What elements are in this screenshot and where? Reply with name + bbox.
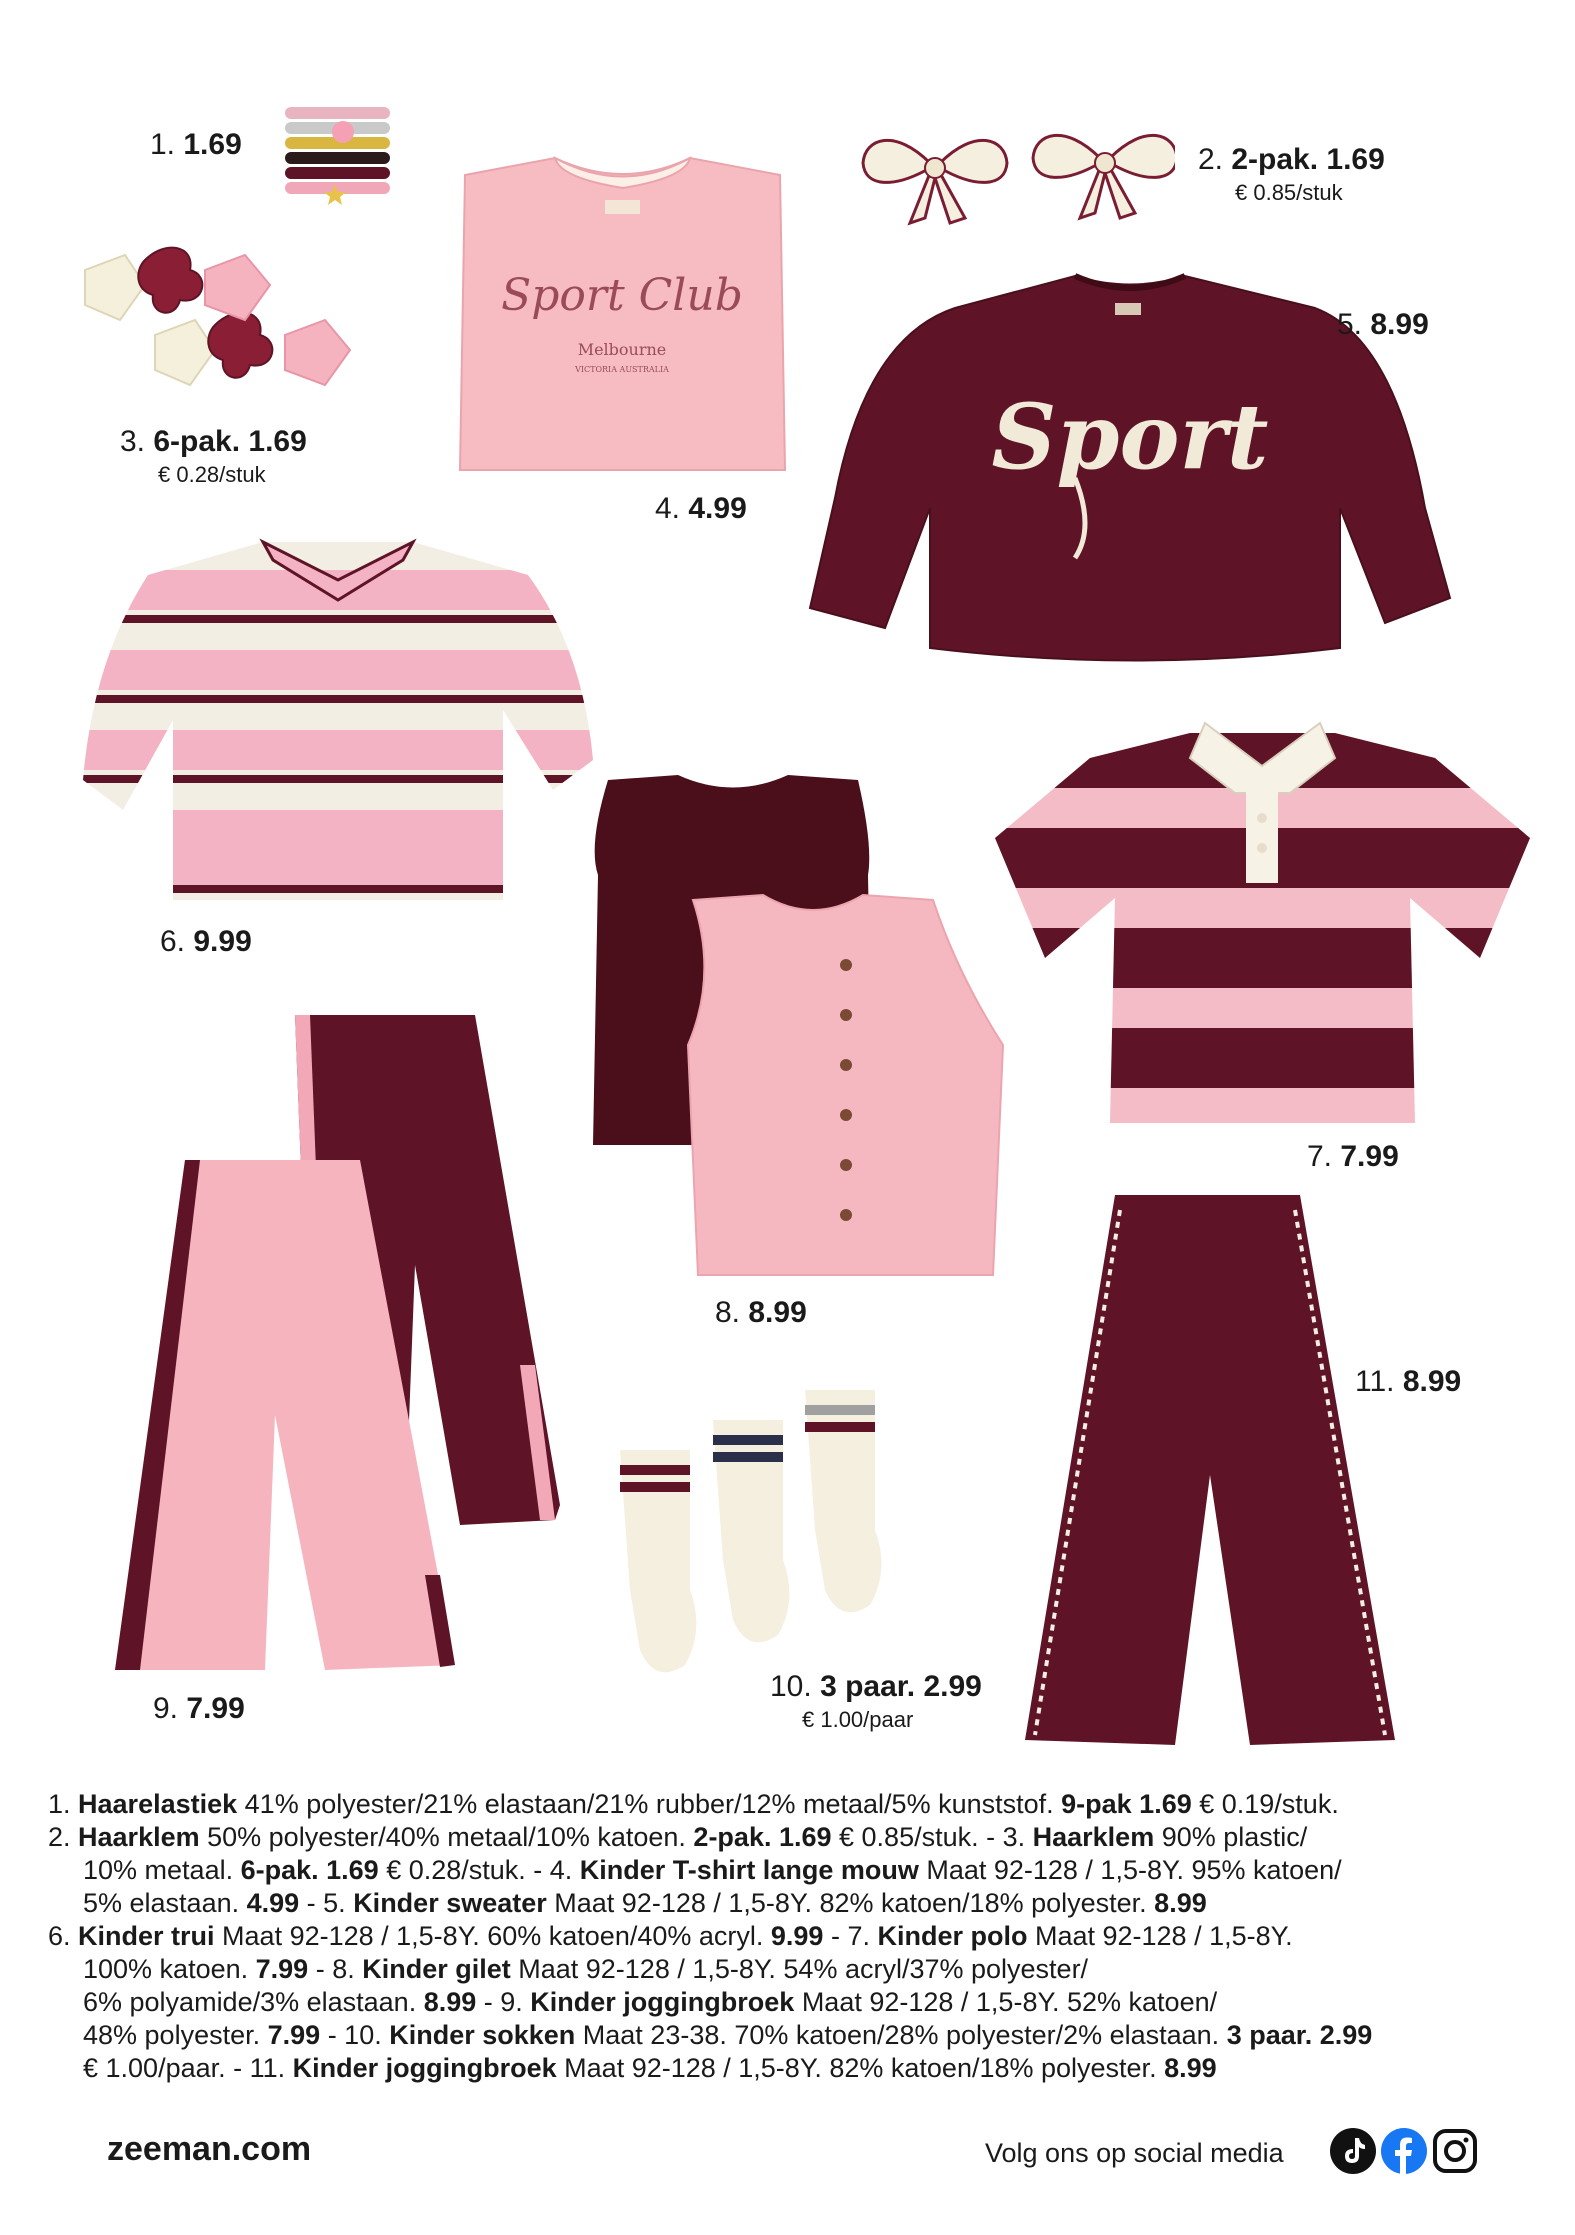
legend-line [48,1854,1548,1887]
sweater-print: Sport [991,384,1269,490]
legend-text: 6% polyamide/3% elastaan. [83,1987,424,2017]
legend-bold-text: 9-pak 1.69 [1061,1789,1192,1819]
legend-text: € 1.00/paar. - 11. [83,2053,293,2083]
legend-text: 90% plastic/ [1154,1822,1308,1852]
price-label-11 [1355,1365,1461,1398]
item-number: 2. [1198,143,1224,176]
legend-text: € 0.19/stuk. [1191,1789,1339,1819]
kids-gilet-image [583,775,1013,1280]
legend-text: 100% katoen. [83,1954,256,1984]
price-label-1 [150,128,242,161]
kids-longsleeve-tshirt-image [455,150,790,480]
legend-bold-text: Haarklem [78,1822,200,1852]
legend-text: - 10. [320,2020,390,2050]
legend-text: Maat 92-128 / 1,5-8Y. [1027,1921,1293,1951]
legend-text: 1. [48,1789,79,1819]
unit-price-3: € 0.28/stuk [158,462,266,487]
legend-text: - 5. [299,1888,354,1918]
facebook-icon[interactable] [1381,2128,1427,2174]
legend-line [48,1788,1548,1821]
price-label-7 [1307,1140,1399,1173]
legend-text: 48% polyester. [83,2020,268,2050]
price-label-2 [1198,143,1385,176]
legend-line [48,2052,1548,2085]
hair-elastics-image [280,102,395,207]
price-label-3 [120,425,307,458]
legend-bold-text: Haarelastiek [78,1789,238,1819]
legend-bold-text: Kinder joggingbroek [292,2053,557,2083]
item-number: 7. [1307,1140,1333,1173]
legend-bold-text: Kinder joggingbroek [530,1987,795,2017]
legend-text: - 8. [308,1954,363,1984]
legend-text: Maat 23-38. 70% katoen/28% polyester/2% elastaan. [575,2020,1227,2050]
item-number: 4. [655,492,681,525]
legend-bold-text: Haarklem [1032,1822,1155,1852]
item-price: 4.99 [688,492,747,525]
legend-bold-text: Kinder sokken [389,2020,576,2050]
legend-line [48,1821,1548,1854]
kids-socks-image [615,1380,920,1685]
social-media-label: Volg ons op social media [985,2138,1284,2168]
item-number: 9. [153,1692,179,1725]
legend-bold-text: 8.99 [1164,2053,1217,2083]
legend-text: Maat 92-128 / 1,5-8Y. 82% katoen/18% polyester. [546,1888,1155,1918]
legend-text: 2. [48,1822,79,1852]
price-label-9 [153,1692,245,1725]
item-price: 1.69 [183,128,242,161]
item-number: 3. [120,425,146,458]
legend-bold-text: Kinder polo [877,1921,1028,1951]
legend-text: 5% elastaan. [83,1888,247,1918]
unit-price-2: € 0.85/stuk [1235,180,1343,205]
item-number: 1. [150,128,176,161]
legend-text: 41% polyester/21% elastaan/21% rubber/12% metaal/5% kunststof. [237,1789,1062,1819]
item-price: 8.99 [748,1296,807,1329]
price-label-6 [160,925,252,958]
footer-site-link[interactable]: zeeman.com [107,2130,312,2168]
item-number: 5. [1337,308,1363,341]
legend-bold-text: Kinder sweater [353,1888,547,1918]
legend-text: € 0.85/stuk. - 3. [831,1822,1033,1852]
legend-text: Maat 92-128 / 1,5-8Y. 95% katoen/ [918,1855,1342,1885]
legend-text: - 7. [823,1921,878,1951]
instagram-icon[interactable] [1432,2128,1478,2174]
hair-clips-image [75,240,380,405]
legend-bold-text: Kinder trui [78,1921,215,1951]
product-legend [48,1788,1548,2085]
tshirt-print-city: Melbourne [577,340,667,359]
price-label-5 [1337,308,1429,341]
legend-bold-text: Kinder T-shirt lange mouw [579,1855,919,1885]
legend-bold-text: 4.99 [246,1888,300,1918]
tshirt-print-title: Sport Club [501,270,743,321]
price-label-10 [770,1670,982,1703]
legend-text: Maat 92-128 / 1,5-8Y. 52% katoen/ [794,1987,1218,2017]
item-number: 10. [770,1670,812,1703]
item-number: 6. [160,925,186,958]
legend-bold-text: 7.99 [267,2020,321,2050]
item-price: 7.99 [1340,1140,1399,1173]
legend-text: 6. [48,1921,79,1951]
legend-line [48,1920,1548,1953]
legend-line [48,1953,1548,1986]
item-number: 11. [1355,1365,1395,1398]
legend-line [48,1887,1548,1920]
item-price: 9.99 [193,925,252,958]
legend-line [48,2019,1548,2052]
legend-text: Maat 92-128 / 1,5-8Y. 60% katoen/40% acryl. [214,1921,771,1951]
legend-bold-text: 3 paar. 2.99 [1226,2020,1373,2050]
unit-price-10: € 1.00/paar [802,1707,914,1732]
legend-bold-text: 8.99 [1154,1888,1207,1918]
legend-text: 50% polyester/40% metaal/10% katoen. [199,1822,694,1852]
legend-text: Maat 92-128 / 1,5-8Y. 82% katoen/18% polyester. [556,2053,1165,2083]
legend-bold-text: 2-pak. 1.69 [693,1822,832,1852]
kids-joggingbroek-burgundy-image [1025,1195,1400,1745]
legend-text: Maat 92-128 / 1,5-8Y. 54% acryl/37% polyester/ [510,1954,1089,1984]
legend-text: - 9. [476,1987,531,2017]
item-price: 7.99 [186,1692,245,1725]
legend-bold-text: Kinder gilet [362,1954,511,1984]
legend-bold-text: 7.99 [255,1954,309,1984]
item-price: 8.99 [1402,1365,1462,1398]
legend-bold-text: 8.99 [423,1987,477,2017]
item-price: 2-pak. 1.69 [1231,143,1385,176]
item-price: 8.99 [1370,308,1429,341]
legend-text: 10% metaal. [83,1855,241,1885]
legend-bold-text: 9.99 [770,1921,824,1951]
price-label-8 [715,1296,807,1329]
item-price: 3 paar. 2.99 [820,1670,982,1703]
legend-bold-text: 6-pak. 1.69 [240,1855,379,1885]
kids-knit-sweater-image [83,530,593,910]
tshirt-print-region: VICTORIA AUSTRALIA [575,365,669,374]
hair-bows-image [855,118,1175,228]
legend-line [48,1986,1548,2019]
tiktok-icon[interactable] [1330,2128,1376,2174]
legend-text: € 0.28/stuk. - 4. [378,1855,580,1885]
item-number: 8. [715,1296,741,1329]
kids-joggingbroek-pink-image [115,1015,565,1675]
kids-polo-image [990,718,1535,1128]
price-label-4 [655,492,747,525]
item-price: 6-pak. 1.69 [153,425,307,458]
